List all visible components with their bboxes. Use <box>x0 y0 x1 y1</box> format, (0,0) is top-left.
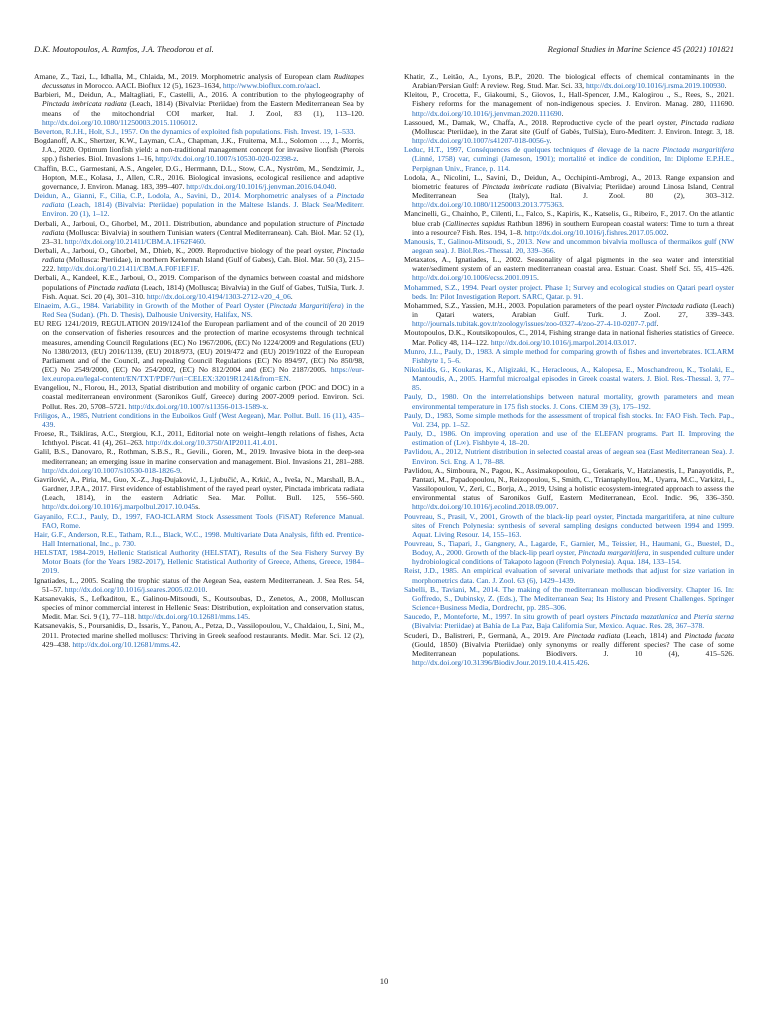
header-journal: Regional Studies in Marine Science 45 (2021) 101821 <box>547 44 734 54</box>
reference-link[interactable]: Reist, J.D., 1985. An empirical evaluation of several univariate methods that adjust for size variation in morphometrics data. Can. J. Zool. 63 (6), 1429–1439. <box>404 566 734 585</box>
reference-text: (Mollusca: Bivalvia) in southern Tunisian waters (Central Mediterranean). Cah. Biol. Mar. 52 (1), 23–31. <box>42 227 364 246</box>
reference-link[interactable]: Pauly, D., 1980. On the interrelationships between natural mortality, growth parameters and mean environmental temperature in 175 fish stocks. J. Cons. CIEM 39 (3), 175–192. <box>404 392 734 411</box>
reference-text: Derbali, A., Jarboui, O., Ghorbel, M., 2011. Distribution, abundance and population structure of <box>34 218 337 228</box>
reference-text: . <box>197 264 200 274</box>
reference-link[interactable]: (Leach, 1814) (Bivalvia: Pteriidae) population in the Maltese Islands. J. Black Sea/Mediterr. Environ. 20 (1), 1–12. <box>42 200 364 219</box>
reference-text: Barbieri, M., Deidun, A., Maltagliati, F., Castelli, A., 2016. A contribution to the phylogeography of <box>34 90 364 100</box>
reference-text: EU REG 1241/2019, REGULATION 2019/1241of the European parliament and of the council of 20 2019 on the conservation of fisheries resources and the protection of marine ecosystems through technical measures, amending Council Regulations (EC) No 1967/2006, (EC) No 1224/2009 and Regulations (EU) No 1380/2013, (EU) 2016/1139, (EU) 2018/973, (EU) 2019/472 and (EU) 2019/1022 of the European Parliament and of the Council, and repealing Council Regulations (EC) No 894/97, (EC) No 850/98, (EC) No 2549/2000, (EC) No 254/2002, (EC) No 812/2004 and (EC) No 2187/2005. <box>34 319 364 374</box>
reference-entry <box>34 164 364 191</box>
reference-text: . <box>288 374 291 384</box>
reference-text: . <box>203 236 206 246</box>
reference-entry <box>404 173 734 210</box>
reference-entry <box>404 347 734 365</box>
reference-text: . <box>561 108 564 118</box>
reference-entry <box>404 392 734 410</box>
reference-link[interactable]: Beverton, R.J.H., Holt, S.J., 1957. On the dynamics of exploited fish populations. Fish. Invest. 19, 1–533. <box>34 126 356 136</box>
reference-text: . <box>180 465 182 475</box>
reference-entry <box>34 273 364 300</box>
reference-text: . <box>195 117 198 127</box>
reference-italic-text: Pinctada radiata <box>680 117 734 127</box>
reference-link[interactable]: http://dx.doi.org/10.1007/s10530-018-1826-9 <box>42 465 181 475</box>
reference-text: Mohammed, S.Z., Yassien, M.H., 2003. Population parameters of the pearl oyster <box>404 300 657 310</box>
reference-link[interactable]: Pauly, D., 1986. On improving operation and use of the ELEFAN programs. Part II. Improving the estimation of (L∞). Fishbyte 4, 18–20. <box>404 429 734 448</box>
reference-text: . <box>266 401 269 411</box>
reference-link[interactable]: http://dx.doi.org/10.1016/j.ecolind.2018.09.007 <box>412 502 557 512</box>
reference-entry <box>404 72 734 90</box>
reference-entry <box>34 72 364 90</box>
reference-entry <box>404 209 734 236</box>
reference-link[interactable]: Leduc, H.T., 1997, Conséquences de quelques techniques d' élevage de la nacre <box>404 145 663 155</box>
reference-entry <box>34 447 364 474</box>
running-header <box>34 44 734 56</box>
reference-text: Metaxatos, A., Ignatiades, L., 2002. Seasonality of algal pigments in the sea water and interstitial water/sediment system of an eastern mediterranean coastal area. Estuar. Coast. Shelf Sci. 55, 415–426. <box>404 255 734 274</box>
reference-link[interactable]: Gayanilo, F.C.J., Pauly, D., 1997, FAO-ICLARM Stock Assessment Tools (FiSAT) Reference Manual. FAO, Rome. <box>34 511 364 530</box>
reference-link[interactable]: Pouvreau, S., Prasil, V., 2001, Growth of the black-lip pearl oyster, Pinctada margaritifera, at nine culture sites of French Polynesia: synthesis of several sampling designs conducted between 1994 and 1999. Aquat. Living Resour. 14, 155–163. <box>404 511 734 539</box>
reference-text: Amane, Z., Tazi, L., Idhalla, M., Chlaida, M., 2019. Morphometric analysis of European clam <box>34 72 334 81</box>
reference-entry <box>34 621 364 648</box>
reference-text: (Leach, 1814) (Mollusca; Bivalvia) in the Gulf of Gabes, TulSia, Turk. J. Fish. Aquat. Sci. 20 (4), 301–310. <box>42 282 364 301</box>
reference-link[interactable]: HELSTAT, 1984-2019, Hellenic Statistical Authority (HELSTAT), Results of the Sea Fishery Survey By Motor Boats (for the Years 1982-2017), Hellenic Statistical Authority of Greece, Athens, Greece, 1984–2019. <box>34 548 364 576</box>
reference-text: Rathbun 1896) in southern European coastal waters: Time to turn a threat into a resource? Fish. Res. 194, 1–8. <box>412 218 735 237</box>
reference-link[interactable]: http://dx.doi.org/10.4194/1303-2712-v20_4_06 <box>146 291 291 301</box>
reference-entry <box>404 283 734 301</box>
references-left-column <box>34 72 364 649</box>
reference-text: Mancinelli, G., Chainho, P., Cilenti, L., Falco, S., Kapiris, K., Katselis, G., Ribeiro, F., 2017. On the atlantic blue crab ( <box>404 209 734 228</box>
reference-link[interactable]: Manousis, T., Galinou-Mitsoudi, S., 2013. New and uncommon bivalvia mollusca of thermaikos gulf (NW aegean sea). J. Biol.Res.-Thessal. 20, 339–366. <box>404 236 734 255</box>
reference-text: s. <box>195 502 201 512</box>
reference-entry <box>404 255 734 282</box>
reference-link[interactable]: Pavlidou, A., 2012, Nutrient distribution in selected coastal areas of aegean sea (East Mediterranean Sea). J. Environ. Sci. Eng. A 1, 78–88. <box>404 447 734 466</box>
reference-link[interactable]: Pinctada radiata <box>42 191 364 210</box>
reference-entry <box>404 429 734 447</box>
reference-link[interactable]: Nikolaidis, G., Koukaras, K., Aligizaki, K., Heracleous, A., Kalopesa, E., Moschandreou, K., Tsolaki, E., Mantoudis, A., 2005. Harmful microalgal episodes in Greek coastal waters. J. Biol. Res.-Thessal. 3, 77–85. <box>404 365 734 393</box>
reference-link[interactable]: Mohammed, S.Z., 1994. Pearl oyster project. Phase 1; Survey and ecological studies on Qatari pearl oyster beds. In: Pilot Investigation Report. SARC, Qatar. p. 91. <box>404 282 734 301</box>
reference-text: Katsanevakis, S., Poursanidis, D., Issaris, Y., Panou, A., Petza, D., Vassilopoulou, V., Chaldaiou, I., Sini, M., 2011. Protected marine shelled molluscs: Thriving in Greek seafood restaurants. Medit. Mar. Sci. 12 (2), 429–438. <box>34 621 364 649</box>
header-authors: D.K. Moutopoulos, A. Ramfos, J.A. Theodorou et al. <box>34 44 214 54</box>
reference-text: (Gould, 1850) (Bivalvia Pteriidae) only synonyms or really different species? The case of some Mediterranean populations. Biodivers. J. 10 (4), 415–526. <box>412 639 734 658</box>
reference-text: Ignatiades, L., 2005. Scaling the trophic status of the Aegean Sea, eastern Mediterranean. J. Sea Res. 54, 51–57. <box>34 575 364 594</box>
reference-text: Froese, R., Tsikliras, A.C., Stergiou, K.I., 2011, Editorial note on weight–length relations of fishes, Acta Ichthyol. Piscat. 41 (4), 261–263. <box>34 429 364 448</box>
reference-entry <box>404 328 734 346</box>
reference-text: Bogdanoff, A.K., Shertzer, K.W., Layman, C.A., Chapman, J.K., Fruitema, M.L., Solomon …, J., Morris, J.A., 2020. Optimum lionfish yield: a non-traditional management concept for invasive lionfish (Pterois spp.) fisheries. Biol. Invasions 1–16, <box>34 136 364 164</box>
reference-link[interactable]: http://dx.doi.org/10.1007/s10530-020-02398-z <box>155 154 297 164</box>
reference-link[interactable]: Pinctada Margaritifera <box>269 300 342 310</box>
reference-link[interactable]: (Linné, 1758) var, cumingi (Jameson, 1901); mortalité et indice de condition, In: Diplome E.P.H.E., Perpignan Univ., France, p. 114. <box>412 154 734 173</box>
reference-link[interactable]: https://eur-lex.europa.eu/legal-content/EN/TXT/PDF/?uri=CELEX:32019R1241&from=EN <box>42 365 364 384</box>
reference-link[interactable]: http://dx.doi.org/10.1080/11250003.2013.775363 <box>412 200 562 210</box>
reference-text: Scuderi, D., Balistreri, P., Germanà, A., 2019. Are <box>404 630 568 640</box>
reference-text: . <box>724 81 727 91</box>
reference-entry <box>404 118 734 145</box>
reference-text: . <box>549 136 552 146</box>
reference-text: . <box>248 612 250 622</box>
reference-link[interactable]: http://dx.doi.org/10.1007/s11356-013-1589-x <box>128 401 267 411</box>
reference-link[interactable]: http://dx.doi.org/10.1016/j.seares.2005.02.010 <box>64 584 206 594</box>
reference-text: (Bivalvia; Pteriidae) around Linosa Island, Central Mediterranean Sea (Italy), Ital. J. Zool. 80 (2), 303–312. <box>412 181 734 201</box>
reference-link[interactable]: Munro, J.L., Pauly, D., 1983. A simple method for comparing growth of fishes and invertebrates. ICLARM Fishbyte 1, 5–6. <box>404 346 734 365</box>
reference-link[interactable]: (Bivalvia: Pteriidae) at Bahía de La Paz, Baja California Sur, Mexico. Aquac. Res. 28, 367–378. <box>412 621 705 631</box>
reference-text: . <box>318 81 321 91</box>
reference-text: . <box>334 181 337 191</box>
reference-entry <box>404 612 734 630</box>
reference-entry <box>404 365 734 392</box>
reference-link[interactable]: http://dx.doi.org/10.21411/CBM.A.F0F1EF1F <box>57 264 198 274</box>
reference-text: . <box>656 319 659 329</box>
reference-text: Kleitou, P., Crocetta, F., Giakoumi, S., Giovos, I., Hall-Spencer, J.M., Kalogirou ., S., Rees, S., 2021. Fishery reforms for the management of non-indigenous species. J. Environ. Manag. 280, 111690. <box>404 90 734 109</box>
reference-link[interactable]: http://dx.doi.org/10.1007/s41207-018-0056-y <box>412 136 550 146</box>
reference-link[interactable]: Pteria sterna <box>693 612 734 622</box>
reference-entry <box>404 466 734 512</box>
reference-entry <box>34 219 364 246</box>
reference-entry <box>404 411 734 429</box>
reference-text: Katsanevakis, S., Lefkaditou, E., Galinou-Mitsoudi, S., Koutsoubas, D., Zenetos, A., 2008, Molluscan species of minor commercial interest in Hellenic Seas: Distribution, exploitation and conservation status, Medit. Mar. Sci. 9 (1), 77–118. <box>34 593 364 622</box>
reference-entry <box>34 319 364 383</box>
reference-link[interactable]: http://dx.doi.org/10.1006/ecss.2001.0915 <box>412 273 537 283</box>
reference-italic-text: Pinctada radiata <box>87 282 140 292</box>
reference-link[interactable]: http://journals.tubitak.gov.tr/zoology/issues/zoo-0327-4/zoo-27-4-10-0207-7.pdf <box>412 319 657 329</box>
reference-entry <box>34 548 364 575</box>
reference-entry <box>34 512 364 530</box>
reference-entry <box>404 631 734 668</box>
reference-entry <box>404 301 734 328</box>
reference-entry <box>404 585 734 612</box>
reference-entry <box>34 383 364 410</box>
reference-italic-text: Pinctada fucata <box>684 630 734 640</box>
reference-link[interactable]: http://dx.doi.org/10.12681/mms.42 <box>72 639 179 649</box>
reference-link[interactable]: http://dx.doi.org/10.1016/j.jenvman.2020.111690 <box>412 108 562 118</box>
reference-link[interactable]: http://dx.doi.org/10.21411/CBM.A.1F62F460 <box>64 236 204 246</box>
reference-italic-text: Pinctada radiata <box>656 300 709 310</box>
reference-text: . <box>296 154 299 164</box>
reference-text: Chaffin, B.C., Garmestani, A.S., Angeler, D.G., Herrmann, D.L., Stow, C.A., Nyström, M., Sendzimir, J., Hopton, M.E., Kolasa, J., Allen, C.R., 2016. Biological invasions, ecological resilience and adaptive governance, J. Environ. Manag. 183, 399–407. <box>34 163 364 191</box>
reference-entry <box>34 429 364 447</box>
reference-link[interactable]: , in suspended culture under hydrobiological conditions of Takapoto lagoon (French Polynesia). Aqua. 184, 133–154. <box>412 548 734 567</box>
reference-link[interactable]: http://dx.doi.org/10.3750/AIP2011.41.4.01 <box>145 438 276 448</box>
reference-text: . <box>561 200 564 210</box>
reference-text: (Leach) in Qatari waters, Arabian Gulf. Turk. J. Zool. 27, 339–343. <box>412 300 734 320</box>
reference-link[interactable]: ) in the Red Sea (Sudan). (Ph. D. Thesis), Dalhousie University, Halifax, NS. <box>42 300 364 320</box>
reference-entry <box>34 246 364 273</box>
reference-text: . <box>634 337 637 347</box>
reference-entry <box>404 566 734 584</box>
reference-link[interactable]: Pinctada mazatlanica <box>610 612 678 622</box>
reference-link[interactable]: Pinctada margaritifera <box>662 145 734 155</box>
reference-link[interactable]: http://www.bioflux.com.ro/aacl <box>222 81 319 91</box>
reference-entry <box>34 475 364 512</box>
reference-text: Moutopoulos, D.K., Koutsikopoulos, C., 2014, Fishing strange data in national fisheries statistics of Greece. Mar. Policy 48, 114–122. <box>404 328 734 347</box>
reference-link[interactable]: Pinctada margaritifera <box>578 548 649 558</box>
reference-link[interactable]: http://dx.doi.org/10.1016/j.marpol.2014.03.017 <box>490 337 635 347</box>
reference-entry <box>404 447 734 465</box>
reference-entry <box>34 301 364 319</box>
reference-text: . <box>587 658 590 667</box>
reference-text: (Mollusca: Pteriidae), in northern Kerkennah Island (Gulf of Gabes), Cah. Biol. Mar. 50 (3), 215–222. <box>42 255 364 274</box>
reference-text: . <box>536 273 539 283</box>
reference-text: . <box>666 227 669 237</box>
reference-entry <box>34 576 364 594</box>
reference-italic-text: Pinctada radiata <box>567 630 621 640</box>
reference-link[interactable]: and <box>677 612 694 622</box>
reference-entry <box>34 411 364 429</box>
reference-text: Khatir, Z., Leitão, A., Lyons, B.P., 2020. The biological effects of chemical contaminants in the Arabian/Persian Gulf: A review. Reg. Stud. Mar. Sci. 33, <box>404 72 734 91</box>
reference-entry <box>34 136 364 163</box>
reference-link[interactable]: Saucedo, P., Monteforte, M., 1997. In situ growth of pearl oysters <box>404 612 611 622</box>
reference-link[interactable]: http://dx.doi.org/10.12681/mms.145 <box>138 612 249 622</box>
reference-italic-text: Pinctada radiata <box>42 218 364 237</box>
reference-entry <box>34 90 364 127</box>
reference-entry <box>404 145 734 172</box>
reference-entry <box>404 512 734 539</box>
reference-link[interactable]: Hair, G.F., Anderson, R.E., Tatham, R.L., Black, W.C., 1998. Multivariate Data Analysis, fifth ed. Prentice-Hall International, Inc., p. 730. <box>34 529 364 548</box>
page-number: 10 <box>379 976 389 986</box>
reference-link[interactable]: Elnaeim, A.G., 1984. Variability in Growth of the Mother of Pearl Oyster ( <box>34 300 270 310</box>
reference-text: (Leach, 1814) and <box>620 630 685 640</box>
reference-text: Lodola, A., Nicolini, L., Savini, D., Deidun, A., Occhipinti-Ambrogi, A., 2013. Range expansion and biometric features of <box>404 172 734 191</box>
reference-text: in Morocco. AACL Bioflux 12 (5), 1623–1634, <box>74 81 223 91</box>
reference-text: . <box>290 291 293 301</box>
reference-text: (Mollusca: Pteriidae), in the Zarat site (Gulf of Gabès, TulSia), Euro-Mediterr. J. Environ. Integr. 3, 18. <box>412 126 734 136</box>
reference-text: Evangeliou, N., Florou, H., 2013, Spatial distribution and mobility of organic carbon (POC and DOC) in a coastal mediterranean environment (Saronikos Gulf, Greece) during 2007-2009 period. Environ. Sci. Pollut. Res. 20, 5708–5721. <box>34 383 364 411</box>
reference-italic-text: Pinctada imbricata radiata <box>42 99 127 109</box>
reference-link[interactable]: http://dx.doi.org/10.31396/Biodiv.Jour.2019.10.4.415.426 <box>412 658 588 667</box>
reference-entry <box>34 594 364 621</box>
reference-text: . <box>178 639 181 649</box>
reference-text: . <box>205 584 208 594</box>
reference-text: . <box>556 502 559 512</box>
reference-link[interactable]: Friligos, A., 1985, Nutrient conditions in the Euboikos Gulf (West Aegean), Mar. Pollut. Bull. 16 (11), 435–439. <box>34 410 364 429</box>
reference-link[interactable]: Pouvreau, S., Tiapari, J., Gangnery, A., Lagarde, F., Garnier, M., Teissier, H., Haumani, G., Buestel, D., Bodoy, A., 2000. Growth of the black-lip pearl oyster, <box>404 538 734 558</box>
reference-link[interactable]: http://dx.doi.org/10.1016/j.marpolbul.2017.10.045 <box>42 502 196 512</box>
reference-italic-text: Pinctada radiata <box>42 245 364 265</box>
reference-link[interactable]: http://dx.doi.org/10.1016/j.fishres.2017.05.002 <box>524 227 667 237</box>
reference-link[interactable]: http://dx.doi.org/10.1080/11250003.2015.1106012 <box>42 117 196 127</box>
reference-text: Lassoued, M., Damak, W., Chaffa, A., 2018. Reproductive cycle of the pearl oyster, <box>404 117 681 127</box>
reference-text: Pavlidou, A., Simboura, N., Pagou, K., Assimakopoulou, G., Gerakaris, V., Hatzianestis, I., Panayotidis, P., Pantazi, M., Papadopoulou, N., Reizopoulou, S., Smith, C., Triantaphyllou, M., Uyarra, M.C., Varkitzi, I., Vassilopoulou, V., Zeri, C., Borja, A., 2019, Using a holistic ecosystem-integrated approach to assess the environmental status of Saronikos Gulf, Eastern Mediterranean, Ecol. Indic. 96, 336–350. <box>404 465 734 503</box>
reference-text: (Leach, 1814) (Bivalvia: Pteriidae) from the Eastern Mediterranean Sea by means of the mitochondrial COI marker, Ital. J. Zool, 83 (1), 113–120. <box>42 99 365 118</box>
reference-italic-text: Callinectes sapidus <box>445 218 505 228</box>
reference-entry <box>404 90 734 117</box>
reference-link[interactable]: http://dx.doi.org/10.1016/j.rsma.2019.100930 <box>585 81 725 91</box>
reference-text: Galil, B.S., Danovaro, R., Rothman, S.B.S., R., Gevili., Goren, M., 2019. Invasive biota in the deep-sea mediterranean; an emerging issue in marine conservation and management. Biol. Invasions 21, 281–288. <box>34 447 364 466</box>
reference-text: Gavrilović, A., Piria, M., Guo, X.-Z., Jug-Dujaković, J., Ljubučić, A., Krkić, A., Iveša, N., Marshall, B.A., Gardner, J.P.A., 2017. First evidence of establishment of the rayed pearl oyster, Pinctada imbricata radiata (Leach, 1814), in the eastern Adriatic Sea. Mar. Pollut. Bull. 125, 556–560. <box>34 474 364 503</box>
reference-text: . <box>275 438 278 448</box>
references-right-column <box>404 72 734 667</box>
reference-entry <box>404 539 734 566</box>
reference-italic-text: Ruditapes decussatus <box>42 72 364 91</box>
reference-link[interactable]: Deidun, A., Gianni, F., Cilia, C.P., Lodola, A., Savini, D., 2014. Morphometric analyses of a <box>34 191 337 201</box>
reference-entry <box>34 191 364 218</box>
reference-entry <box>34 530 364 548</box>
reference-link[interactable]: Pauly, D., 1983, Some simple methods for the assessment of tropical fish stocks. In: FAO Fish. Tech. Pap., Vol. 234, pp. 1–52. <box>404 410 734 429</box>
reference-entry <box>404 237 734 255</box>
reference-italic-text: Pinctada imbricate radiata <box>482 181 569 191</box>
reference-entry <box>34 127 364 136</box>
reference-link[interactable]: http://dx.doi.org/10.1016/j.jenvman.2016.04.040 <box>186 181 335 191</box>
reference-text: Derbali, A., Kandeel, K.E., Jarboui, O., 2019. Comparison of the dynamics between coastal and midshore populations of <box>34 273 364 292</box>
reference-link[interactable]: Sabelli, B., Taviani, M., 2014. The making of the mediterranean molluscan biodiversity. Chapter 16. In: Goffredo, S., Dubinsky, Z. (Eds.), The Mediterranean Sea; Its History and Present Challenges. Springer Science+Business Media, Dordrecht, pp. 285–306. <box>404 584 734 613</box>
reference-text: Derbali, A., Jarboui, O., Ghorbel, M., Dhieb, K., 2009. Reproductive biology of the pearl oyster, <box>34 245 337 255</box>
